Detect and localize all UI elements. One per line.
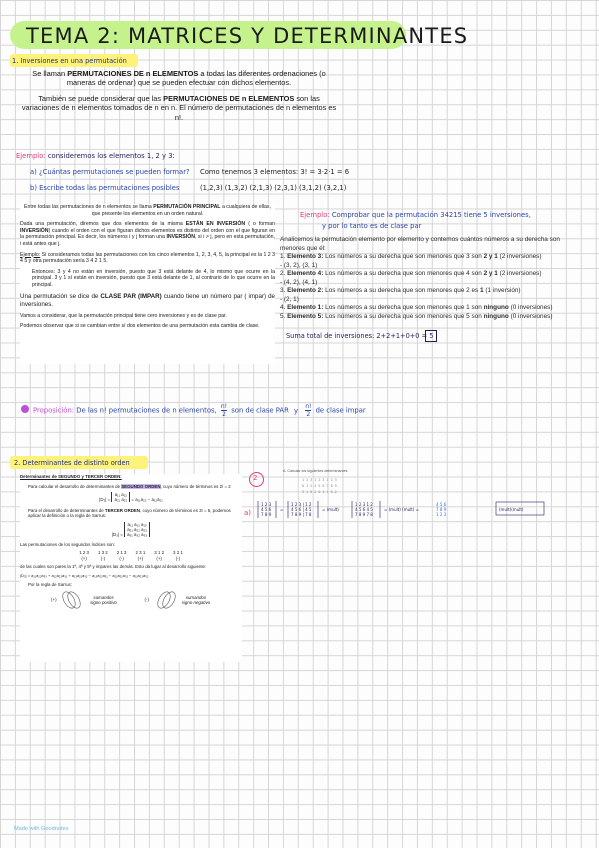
second-order-matrix: a₁₁ a₁₂ a₂₁ a₂₂ bbox=[111, 492, 130, 502]
example2-heading: Ejemplo: Comprobar que la permutación 34215 tiene 5 inversiones, bbox=[300, 211, 531, 219]
svg-text:7 8 9 | 7 8: 7 8 9 | 7 8 bbox=[291, 512, 312, 517]
inversions-explanation bbox=[20, 204, 275, 364]
sarrus-label: Por la regla de Sarrus: bbox=[28, 581, 72, 587]
element-item: 3. Elemento 2: Los números a su derecha que son menores que 2 es 1 (1 inversión) bbox=[280, 287, 521, 294]
permutations-definition bbox=[20, 69, 338, 128]
permutation-item: 3 2 1 (-) bbox=[173, 550, 183, 561]
element-item: 1. Elemento 3: Los números a su derecha que son menores que 3 son 2 y 1 (2 inversiones) bbox=[280, 253, 542, 260]
answer-box bbox=[425, 330, 437, 342]
third-order-formula: |D₃| = a₁₁ a₁₂ a₁₃ a₂₁ a₂₂ a₂₃ a₃₁ a₃₂ a₃₃ bbox=[20, 522, 242, 538]
exercise-number: 2 bbox=[253, 474, 258, 482]
definition-paragraph-1: Se llaman PERMUTACIONES DE n ELEMENTOS a todas las diferentes ordenaciones (o maneras de ordenar) que se pueden efectuar con dichos elementos. bbox=[32, 69, 326, 88]
third-order-matrix: a₁₁ a₁₂ a₁₃ a₂₁ a₂₂ a₂₃ a₃₁ a₃₂ a₃₃ bbox=[124, 522, 150, 537]
svg-text:7 8 9 7 8: 7 8 9 7 8 bbox=[355, 512, 373, 517]
svg-text:0 1 2 4 5 6 7 8 9: 0 1 2 4 5 6 7 8 9 bbox=[302, 484, 337, 488]
svg-text:= (mult): = (mult) bbox=[322, 507, 339, 512]
example1-question-b: b) Escribe todas las permutaciones posibles bbox=[30, 184, 180, 192]
svg-text:(mult)(mult): (mult)(mult) bbox=[499, 507, 524, 512]
element-item: 4. Elemento 1: Los números a su derecha que son menores que 1 son ninguno (0 inversiones) bbox=[280, 304, 553, 311]
exercise-caption: A. Calcular los siguientes determinantes: bbox=[283, 469, 349, 473]
svg-text:1 2 3: 1 2 3 bbox=[261, 502, 272, 507]
bullet-dot-icon bbox=[21, 405, 29, 413]
example1-answer-a: Como tenemos 3 elementos: 3! = 3·2·1 = 6 bbox=[200, 168, 350, 176]
svg-text:1 2 3 1 2 3 1 2 3: 1 2 3 1 2 3 1 2 3 bbox=[302, 478, 337, 482]
sarrus-diagrams bbox=[20, 590, 242, 610]
svg-text:4 5 6: 4 5 6 bbox=[436, 502, 447, 507]
page-title: TEMA 2: MATRICES Y DETERMINANTES bbox=[26, 24, 469, 48]
sarrus-positive-icon bbox=[60, 590, 86, 610]
inversion-sum: Suma total de inversiones: 2+2+1+0+0 = 5 bbox=[286, 332, 434, 340]
exercise-part-label: a) bbox=[244, 509, 252, 517]
analysis-intro-1: Analicemos la permutación elemento por elemento y contemos cuántos números a su derecha son bbox=[280, 236, 560, 243]
permutation-item: 1 3 2 (-) bbox=[97, 550, 108, 561]
sarrus-negative-icon bbox=[152, 590, 178, 610]
svg-text:3 1 0 2 0 1 1 0 2: 3 1 0 2 0 1 1 0 2 bbox=[302, 490, 337, 494]
inversion-definition-paragraph: Dada una permutación, diremos que dos elementos de la misma ESTÁN EN INVERSIÓN ( o forman INVERSIÓN) cuando el orden con el que figuran dichos elementos es distinto del orden con el que figuran en la permutación principal. Es decir, los números i y j forman una INVERSIÓN, si i > j, pero en esta permutación, i está antes que j. bbox=[20, 221, 275, 247]
fraction-n-over-2: $\frac{n!}{2}$ bbox=[220, 403, 228, 418]
second-order-formula: |D₂| = a₁₁ a₁₂ a₂₁ a₂₂ = a₁₁a₂₂ − a₁₂a₂₁ bbox=[99, 492, 163, 503]
svg-text:4 5 6: 4 5 6 bbox=[261, 507, 272, 512]
analysis-intro-2: menores que él: bbox=[280, 244, 326, 252]
third-order-expansion: |D₃| = a₁₁a₂₂a₃₃ + a₁₂a₂₃a₃₁ + a₁₃a₂₁a₃₂ − a₁₃a₂₂a₃₁ − a₁₂a₂₁a₃₃ − a₁₁a₂₃a₃₂ bbox=[20, 572, 149, 578]
element-item: 5. Elemento 5: Los números a su derecha que son menores que 5 son ninguno (0 inversiones) bbox=[280, 312, 553, 320]
exercise-printed-determinants bbox=[300, 476, 390, 498]
determinants-heading: Determinantes de SEGUNDO y TERCER ORDEN: bbox=[20, 474, 122, 479]
parity-paragraph: de las cuales son pares la 1ª, 4ª y 5ª y impares las demás. Esto da lugar al desarrollo siguiente: bbox=[20, 564, 207, 570]
third-order-paragraph: Para el desarrollo de determinantes de TERCER ORDEN, cuyo número de términos es 3! = 6, podemos aplicar la definición o la regla de Sarrus: bbox=[28, 507, 231, 519]
principal-zero-paragraph: Vamos a considerar, que la permutación principal tiene cero inversiones y es de clase par. bbox=[20, 312, 227, 319]
example1-answer-b: (1,2,3) (1,3,2) (2,1,3) (2,3,1) (3,1,2) (3,2,1) bbox=[200, 184, 347, 192]
sarrus-negative: (-) sumandos signo negativo bbox=[145, 590, 211, 610]
svg-text:=: = bbox=[280, 507, 284, 512]
inversion-then-paragraph: Entonces: 3 y 4 no están en inversión, puesto que 3 está delante de 4, lo mismo que ocurre en la principal. 3 y 1 sí están en inversión, puesto que 3 está delante de 1, al contrario de lo que ocurre en la principal. bbox=[32, 268, 275, 288]
permutations-list bbox=[20, 550, 242, 561]
second-order-paragraph: Para calcular el desarrollo de determinantes de SEGUNDO ORDEN, cuyo número de términos es 2! = 2 bbox=[28, 483, 231, 489]
goodnotes-watermark: Made with Goodnotes bbox=[14, 826, 69, 832]
example2-subheading: y por lo tanto es de clase par bbox=[322, 222, 422, 230]
element-pairs: - (2, 1) bbox=[280, 295, 299, 303]
permutation-item: 1 2 3 (+) bbox=[79, 550, 89, 561]
sarrus-positive: (+) sumandos signo positivo bbox=[51, 590, 119, 610]
proposition: Proposición: De las n! permutaciones de n elementos, $\frac{n!}{2}$ son de clase PAR y $\frac{n!}{2}$ de clase impar bbox=[33, 403, 366, 418]
fraction-n-over-2-b: $\frac{n!}{2}$ bbox=[305, 403, 312, 418]
swap-changes-class-paragraph: Podemos observar que si se cambian entre sí dos elementos de una permutación esta cambia de clase. bbox=[20, 323, 260, 330]
permutation-item: 2 1 3 (-) bbox=[116, 550, 127, 561]
exercise-handwritten-working bbox=[256, 498, 596, 522]
svg-text:1 2 3 | 1 2: 1 2 3 | 1 2 bbox=[291, 502, 312, 507]
second-index-permutations-label: Las permutaciones de los segundos índices son: bbox=[20, 541, 115, 547]
definition-paragraph-2: También se puede considerar que las PERMUTACIONES DE n ELEMENTOS son las variaciones de n elementos tomados de n en n. El número de permutaciones de n elementos es n!. bbox=[21, 93, 337, 122]
section2-label: 2. Determinantes de distinto orden bbox=[14, 459, 130, 467]
svg-text:4 5 6 4 5: 4 5 6 4 5 bbox=[355, 507, 373, 512]
permutation-item: 3 1 2 (+) bbox=[154, 550, 165, 561]
element-pairs: - (4, 2), (4, 1) bbox=[280, 278, 318, 286]
svg-text:= (mult) (mult) =: = (mult) (mult) = bbox=[384, 507, 419, 512]
inversion-example-paragraph: Ejemplo: Si consideramos todas las permutaciones con los cinco elementos 1, 2, 3, 4, 5, la principal es la 1 2 3 4 5 y otra permutación sería 3 4 2 1 5. bbox=[20, 251, 275, 265]
svg-text:7 8 9: 7 8 9 bbox=[261, 512, 272, 517]
example1-question-a: a) ¿Cuántas permutaciones se pueden formar? bbox=[30, 168, 190, 176]
inversion-count-analysis bbox=[280, 236, 595, 321]
element-item: 2. Elemento 4: Los números a su derecha que son menores que 4 son 2 y 1 (2 inversiones) bbox=[280, 270, 542, 277]
section1-label: 1. Inversiones en una permutación bbox=[12, 57, 127, 65]
svg-text:7 8 9: 7 8 9 bbox=[436, 507, 447, 512]
principal-permutation-paragraph: Entre todas las permutaciones de n elementos se llama PERMUTACIÓN PRINCIPAL a cualquiera de ellas, que presente los elementos en un orden natural. bbox=[24, 204, 271, 217]
example1-statement: Ejemplo: consideremos los elementos 1, 2 y 3: bbox=[16, 152, 175, 160]
svg-text:4 5 6 | 4 5: 4 5 6 | 4 5 bbox=[291, 507, 312, 512]
permutation-item: 2 3 1 (+) bbox=[135, 550, 146, 561]
svg-text:1 2 3: 1 2 3 bbox=[436, 512, 447, 517]
element-pairs: - (3, 2), (3, 1) bbox=[280, 261, 318, 269]
svg-text:1 2 3 1 2: 1 2 3 1 2 bbox=[355, 502, 373, 507]
determinants-explanation bbox=[20, 474, 242, 662]
class-definition-paragraph: Una permutación se dice de CLASE PAR (IMPAR) cuando tiene un número par ( impar) de inversiones. bbox=[20, 292, 275, 308]
